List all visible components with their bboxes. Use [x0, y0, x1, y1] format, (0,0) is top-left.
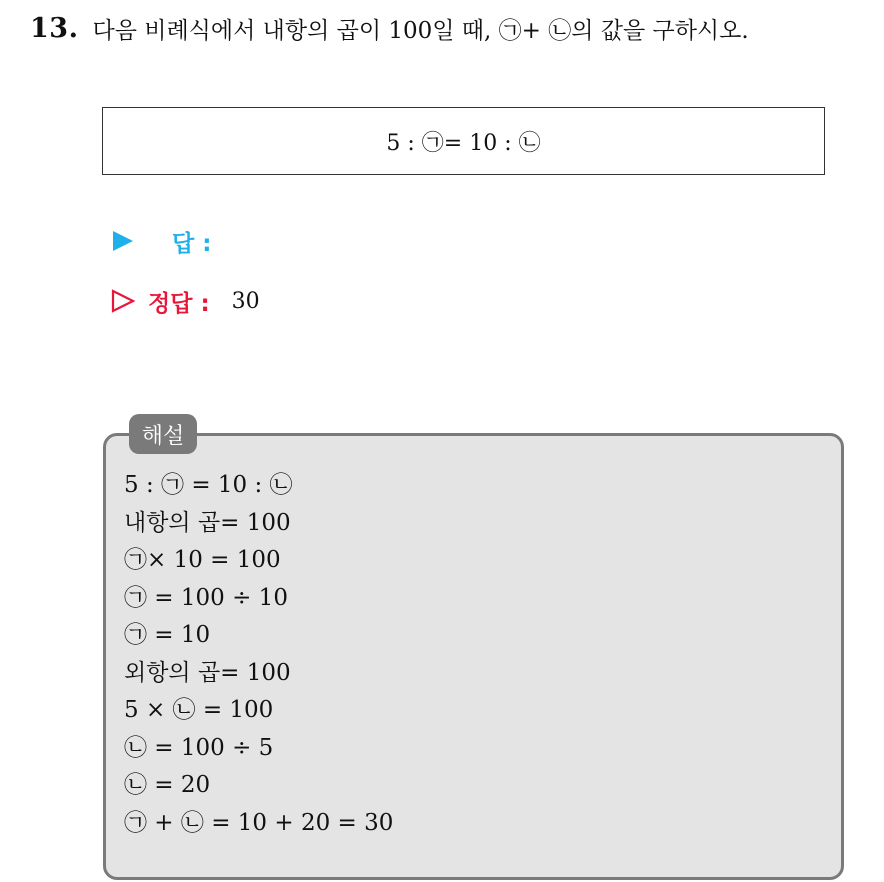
explanation-line: ㉠ + ㉡ = 10 + 20 = 30 — [124, 809, 394, 836]
explanation-tab: 해설 — [129, 414, 197, 454]
question-number: 13. — [30, 12, 79, 44]
proportion-box — [102, 107, 825, 175]
question-header — [30, 8, 870, 48]
question-text: 다음 비례식에서 내항의 곱이 100일 때, ㉠+ ㉡의 값을 구하시오. — [92, 17, 749, 44]
correct-answer-label: 정답 : — [148, 290, 210, 317]
explanation-line: 5 × ㉡ = 100 — [124, 697, 274, 723]
explanation-line: 5 : ㉠ = 10 : ㉡ — [124, 472, 293, 498]
explanation-line: 외항의 곱= 100 — [124, 659, 291, 686]
outline-triangle-right-icon — [110, 288, 136, 314]
explanation-line: ㉡ = 20 — [124, 772, 211, 798]
filled-triangle-right-icon — [110, 228, 136, 254]
explanation-line: ㉠× 10 = 100 — [124, 547, 281, 573]
explanation-line: 내항의 곱= 100 — [124, 509, 291, 536]
explanation-line: ㉠ = 10 — [124, 622, 211, 648]
answer-label: 답 : — [172, 230, 212, 257]
proportion-text: 5 : ㉠= 10 : ㉡ — [386, 130, 541, 156]
explanation-line: ㉠ = 100 ÷ 10 — [124, 584, 288, 611]
correct-answer-line — [110, 284, 260, 318]
explanation-line: ㉡ = 100 ÷ 5 — [124, 734, 274, 761]
explanation-lines — [124, 467, 824, 842]
correct-answer-value: 30 — [231, 288, 260, 314]
answer-blank-line — [110, 224, 211, 258]
